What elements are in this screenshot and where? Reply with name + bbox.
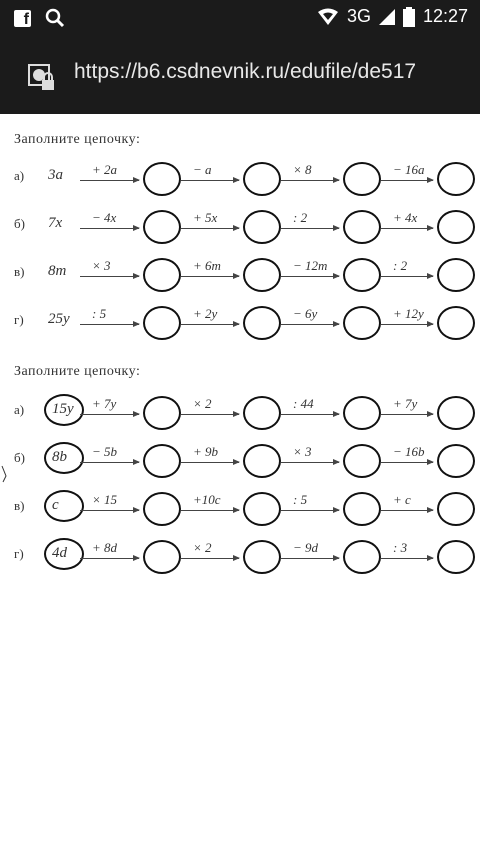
chain-arrow — [381, 228, 433, 229]
browser-address-bar[interactable] — [0, 34, 480, 114]
chain-arrow — [381, 180, 433, 181]
answer-circle — [143, 444, 181, 478]
start-expression: 4d — [52, 545, 67, 561]
answer-circle — [437, 306, 475, 340]
answer-circle — [243, 396, 281, 430]
answer-circle — [243, 444, 281, 478]
answer-circle — [437, 444, 475, 478]
operation-label: + 8d — [92, 540, 118, 555]
operation-label: + 6m — [193, 258, 221, 273]
start-expression: c — [52, 497, 59, 513]
operation-label: +10c — [193, 492, 221, 507]
operation-label: : 3 — [393, 540, 408, 555]
operation-label: × 2 — [193, 540, 212, 555]
operation-label: + 5x — [193, 210, 218, 225]
chain-arrow — [281, 324, 339, 325]
operation-label: − 9d — [293, 540, 319, 555]
row-label: а) — [14, 168, 25, 183]
row-label: б) — [14, 216, 25, 231]
answer-circle — [437, 540, 475, 574]
answer-circle — [437, 396, 475, 430]
start-expression: 8m — [48, 263, 67, 279]
chain-arrow — [80, 510, 139, 511]
operation-label: + 9b — [193, 444, 219, 459]
chain-arrow — [281, 462, 339, 463]
chain-arrow — [80, 180, 139, 181]
answer-circle — [143, 492, 181, 526]
operation-label: : 5 — [293, 492, 308, 507]
section2-heading: Заполните цепочку: — [14, 364, 141, 379]
operation-label: + 4x — [393, 210, 418, 225]
answer-circle — [143, 210, 181, 244]
chain-arrow — [381, 558, 433, 559]
operation-label: : 2 — [293, 210, 308, 225]
operation-label: − a — [193, 162, 212, 177]
chain-arrow — [181, 414, 239, 415]
operation-label: + 7y — [393, 396, 418, 411]
answer-circle — [343, 444, 381, 478]
start-expression: 8b — [52, 449, 67, 465]
row-label: г) — [14, 546, 24, 561]
chain-arrow — [181, 462, 239, 463]
chain-arrow — [80, 276, 139, 277]
answer-circle — [437, 210, 475, 244]
answer-circle — [243, 540, 281, 574]
worksheet-image — [0, 114, 480, 854]
operation-label: × 3 — [92, 258, 111, 273]
chain-arrow — [381, 324, 433, 325]
answer-circle — [437, 258, 475, 292]
answer-circle — [343, 162, 381, 196]
operation-label: + 2y — [193, 306, 218, 321]
chain-arrow — [80, 462, 139, 463]
url-text[interactable]: https://b6.csdnevnik.ru/edufile/de517 — [74, 60, 417, 83]
start-expression: 3a — [48, 167, 63, 183]
chain-arrow — [381, 276, 433, 277]
chain-arrow — [181, 180, 239, 181]
chain-arrow — [281, 558, 339, 559]
operation-label: × 2 — [193, 396, 212, 411]
start-circle — [44, 490, 84, 522]
answer-circle — [143, 258, 181, 292]
operation-label: − 16b — [393, 444, 425, 459]
chain-arrow — [80, 228, 139, 229]
operation-label: − 5b — [92, 444, 118, 459]
site-info-icon[interactable] — [28, 64, 58, 94]
chain-arrow — [80, 324, 139, 325]
row-label: в) — [14, 264, 25, 279]
operation-label: + 2a — [92, 162, 118, 177]
start-expression: 15y — [52, 401, 74, 417]
answer-circle — [343, 540, 381, 574]
operation-label: : 2 — [393, 258, 408, 273]
status-bar — [0, 0, 480, 34]
answer-circle — [143, 162, 181, 196]
chain-arrow — [181, 228, 239, 229]
start-expression: 7x — [48, 215, 63, 231]
row-label: в) — [14, 498, 25, 513]
answer-circle — [243, 258, 281, 292]
answer-circle — [343, 258, 381, 292]
answer-circle — [343, 306, 381, 340]
answer-circle — [243, 492, 281, 526]
answer-circle — [243, 162, 281, 196]
operation-label: × 8 — [293, 162, 312, 177]
chain-arrow — [181, 558, 239, 559]
operation-label: + 12y — [393, 306, 424, 321]
clock: 12:27 — [422, 6, 468, 26]
search-icon — [45, 8, 65, 28]
operation-label: − 4x — [92, 210, 117, 225]
operation-label: + c — [393, 492, 411, 507]
row-label: а) — [14, 402, 25, 417]
answer-circle — [437, 492, 475, 526]
answer-circle — [143, 306, 181, 340]
network-type: 3G — [346, 6, 371, 26]
chain-arrow — [80, 414, 139, 415]
chain-arrow — [281, 276, 339, 277]
operation-label: × 15 — [92, 492, 118, 507]
answer-circle — [243, 306, 281, 340]
answer-circle — [343, 210, 381, 244]
chain-arrow — [181, 510, 239, 511]
chain-arrow — [281, 510, 339, 511]
operation-label: − 16a — [393, 162, 425, 177]
operation-label: − 12m — [293, 258, 328, 273]
operation-label: : 44 — [293, 396, 314, 411]
chain-arrow — [281, 414, 339, 415]
answer-circle — [343, 492, 381, 526]
row-label: б) — [14, 450, 25, 465]
pen-mark — [0, 464, 14, 484]
chain-arrow — [181, 324, 239, 325]
start-expression: 25y — [48, 311, 70, 327]
facebook-icon: f — [14, 10, 31, 27]
answer-circle — [243, 210, 281, 244]
row-label: г) — [14, 312, 24, 327]
operation-label: × 3 — [293, 444, 312, 459]
operation-label: − 6y — [293, 306, 318, 321]
answer-circle — [143, 540, 181, 574]
chain-arrow — [281, 228, 339, 229]
answer-circle — [143, 396, 181, 430]
operation-label: : 5 — [92, 306, 107, 321]
chain-arrow — [181, 276, 239, 277]
signal-icon — [379, 9, 395, 25]
chain-arrow — [281, 180, 339, 181]
chain-arrow — [381, 462, 433, 463]
operation-label: + 7y — [92, 396, 117, 411]
chain-arrow — [381, 510, 433, 511]
battery-icon — [403, 7, 415, 27]
wifi-icon — [317, 8, 339, 26]
chain-arrow — [381, 414, 433, 415]
chain-arrow — [80, 558, 139, 559]
answer-circle — [343, 396, 381, 430]
section1-heading: Заполните цепочку: — [14, 132, 141, 147]
answer-circle — [437, 162, 475, 196]
